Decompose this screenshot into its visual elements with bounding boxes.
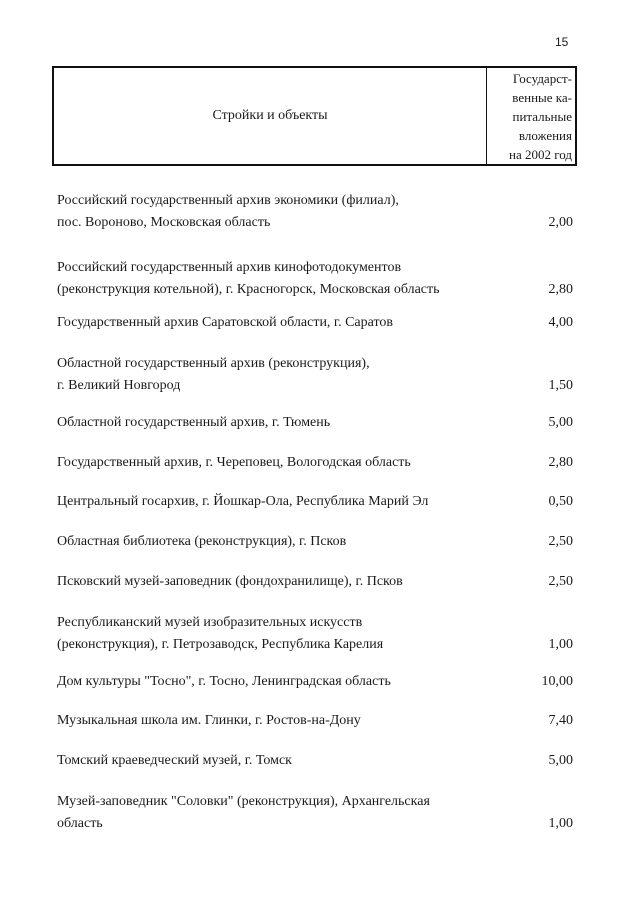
- row-object-name: Государственный архив, г. Череповец, Вологодская область: [57, 455, 411, 470]
- row-object-name: Государственный архив Саратовской области, г. Саратов: [57, 315, 394, 330]
- row-object-name: Российский государственный архив кинофотодокументов (реконструкция котельной), г. Красногорск, Московская область: [57, 260, 440, 297]
- table-row: [57, 671, 577, 693]
- row-investment-value: 4,00: [548, 315, 573, 330]
- table-row: [57, 190, 577, 234]
- row-object-name: Томский краеведческий музей, г. Томск: [57, 753, 292, 768]
- header-objects-label: Стройки и объекты: [212, 108, 328, 123]
- table-row: [57, 571, 577, 593]
- table-row: [57, 353, 577, 397]
- row-investment-value: 5,00: [548, 415, 573, 430]
- table-row: [57, 612, 577, 656]
- table-row: [57, 531, 577, 553]
- row-investment-value: 0,50: [548, 494, 573, 509]
- row-investment-value: 2,50: [548, 574, 573, 589]
- row-object-name: Дом культуры "Тосно", г. Тосно, Ленинградская область: [57, 674, 391, 689]
- row-investment-value: 1,00: [548, 816, 573, 831]
- header-investment-line: Государст-: [512, 70, 572, 86]
- row-investment-value: 1,50: [548, 378, 573, 393]
- row-investment-value: 1,00: [548, 637, 573, 652]
- row-object-name: Областная библиотека (реконструкция), г. Псков: [57, 534, 347, 549]
- table-row: [57, 791, 577, 835]
- header-investment-line: питальные: [512, 108, 572, 124]
- header-investment-line: венные ка-: [512, 89, 572, 105]
- table-row: [57, 491, 577, 513]
- row-object-name: Музей-заповедник "Соловки" (реконструкция), Архангельская область: [57, 794, 430, 831]
- row-investment-value: 10,00: [541, 674, 573, 689]
- table-row: [57, 750, 577, 772]
- row-investment-value: 2,00: [548, 215, 573, 230]
- table-row: [57, 710, 577, 732]
- row-object-name: Псковский музей-заповедник (фондохранилище), г. Псков: [57, 574, 403, 589]
- row-object-name: Областной государственный архив, г. Тюмень: [57, 415, 331, 430]
- header-investment-line: на 2002 год: [509, 146, 572, 162]
- table-row: [57, 257, 577, 301]
- table-row: [57, 412, 577, 434]
- row-object-name: Областной государственный архив (реконструкция), г. Великий Новгород: [57, 356, 370, 393]
- row-investment-value: 2,50: [548, 534, 573, 549]
- row-object-name: Центральный госархив, г. Йошкар-Ола, Республика Марий Эл: [57, 494, 429, 509]
- row-object-name: Российский государственный архив экономики (филиал), пос. Вороново, Московская область: [57, 193, 399, 230]
- row-investment-value: 5,00: [548, 753, 573, 768]
- page-number: 15: [555, 35, 569, 49]
- row-investment-value: 7,40: [548, 713, 573, 728]
- row-investment-value: 2,80: [548, 282, 573, 297]
- row-investment-value: 2,80: [548, 455, 573, 470]
- row-object-name: Музыкальная школа им. Глинки, г. Ростов-на-Дону: [57, 713, 361, 728]
- row-object-name: Республиканский музей изобразительных искусств (реконструкция), г. Петрозаводск, Республика Карелия: [57, 615, 384, 652]
- table-row: [57, 312, 577, 334]
- header-investment-line: вложения: [518, 127, 572, 143]
- table-row: [57, 452, 577, 474]
